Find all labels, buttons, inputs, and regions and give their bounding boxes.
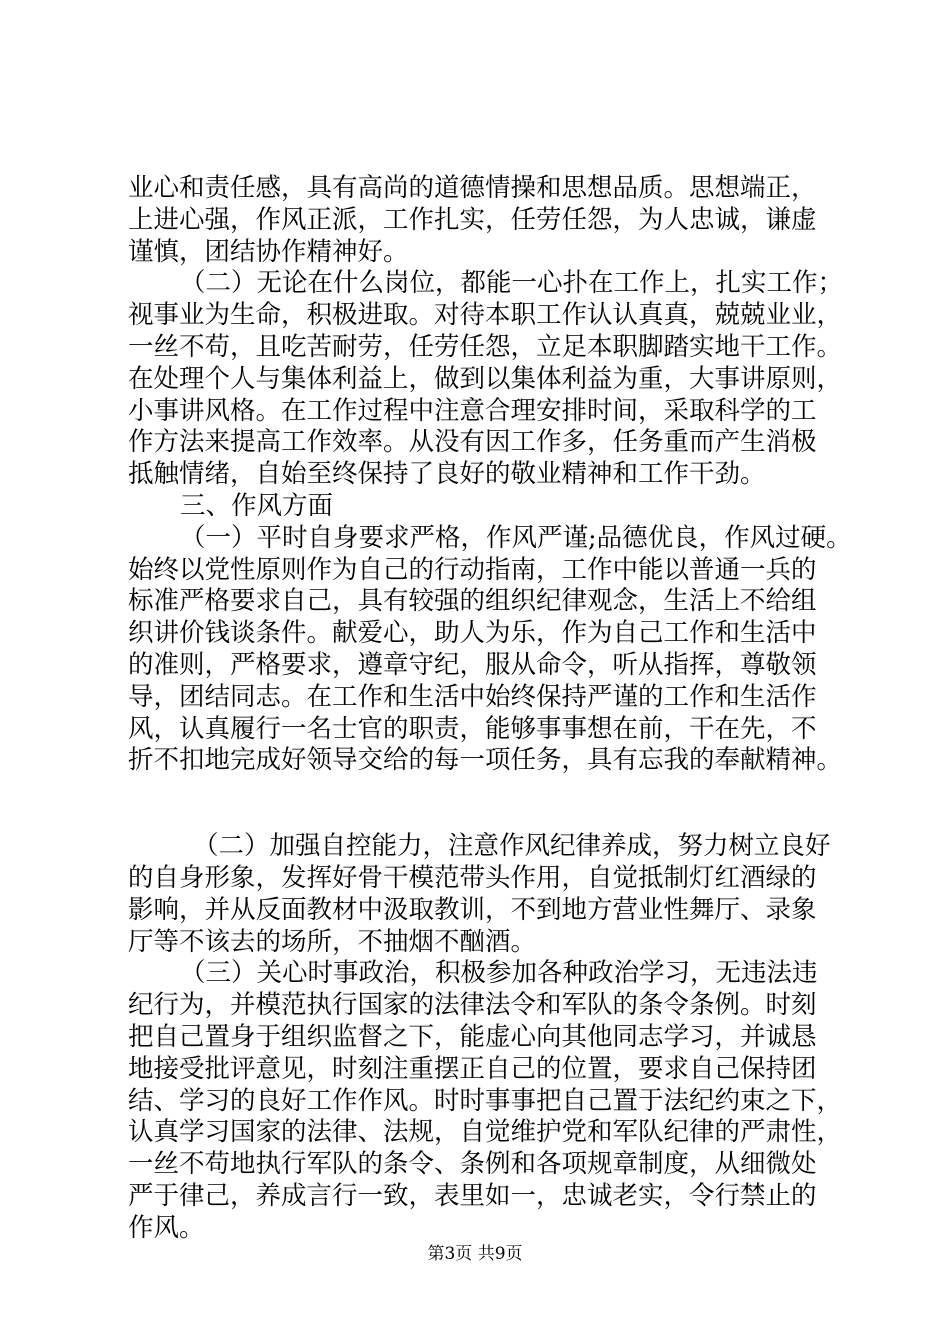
text-line: 视事业为生命，积极进取。对待本职工作认认真真，兢兢业业， — [128, 300, 843, 331]
text-line: 认真学习国家的法律、法规，自觉维护党和军队纪律的严肃性， — [128, 1117, 843, 1148]
text-line: 作风。 — [128, 1212, 205, 1243]
text-line: 把自己置身于组织监督之下，能虚心向其他同志学习，并诚恳 — [128, 1021, 817, 1052]
text-line: 的自身形象，发挥好骨干模范带头作用，自觉抵制灯红酒绿的 — [128, 862, 817, 893]
text-line: 抵触情绪，自始至终保持了良好的敬业精神和工作干劲。 — [128, 459, 766, 490]
text-line: 始终以党性原则作为自己的行动指南，工作中能以普通一兵的 — [128, 554, 817, 585]
text-line: 影响，并从反面教材中汲取教训，不到地方营业性舞厅、录象 — [128, 894, 817, 925]
section-heading: 三、作风方面 — [180, 490, 334, 521]
text-line: 纪行为，并模范执行国家的法律法令和军队的条令条例。时刻 — [128, 990, 817, 1021]
paragraph-start-line: （二）无论在什么岗位，都能一心扑在工作上，扎实工作； — [180, 268, 844, 299]
page-footer: 第3页 共9页 — [427, 1244, 523, 1264]
text-line: 厅等不该去的场所，不抽烟不酗酒。 — [128, 926, 537, 957]
text-line: 严于律己，养成言行一致，表里如一，忠诚老实，令行禁止的 — [128, 1180, 817, 1211]
text-line: 业心和责任感，具有高尚的道德情操和思想品质。思想端正， — [128, 173, 817, 203]
text-line: 折不扣地完成好领导交给的每一项任务，具有忘我的奉献精神。 — [128, 745, 843, 776]
text-line: 作方法来提高工作效率。从没有因工作多，任务重而产生消极 — [128, 427, 817, 458]
paragraph-start-line: （三）关心时事政治，积极参加各种政治学习，无违法违 — [180, 958, 818, 989]
text-line: 的准则，严格要求，遵章守纪，服从命令，听从指挥，尊敬领 — [128, 649, 817, 680]
text-line: 导，团结同志。在工作和生活中始终保持严谨的工作和生活作 — [128, 681, 817, 712]
text-line: 谨慎，团结协作精神好。 — [128, 236, 409, 267]
text-line: 风，认真履行一名士官的职责，能够事事想在前，干在先，不 — [128, 713, 817, 744]
text-line: 小事讲风格。在工作过程中注意合理安排时间，采取科学的工 — [128, 395, 817, 426]
paragraph-start-line: （一）平时自身要求严格，作风严谨;品德优良，作风过硬。 — [180, 522, 852, 553]
text-line: 一丝不苟，且吃苦耐劳，任劳任怨，立足本职脚踏实地干工作。 — [128, 331, 843, 362]
text-line: 结、学习的良好工作作风。时时事事把自己置于法纪约束之下， — [128, 1085, 843, 1116]
paragraph-start-line: （二）加强自控能力，注意作风纪律养成，努力树立良好 — [193, 831, 831, 862]
text-line: 在处理个人与集体利益上，做到以集体利益为重，大事讲原则， — [128, 363, 843, 394]
text-line: 织讲价钱谈条件。献爱心，助人为乐，作为自己工作和生活中 — [128, 618, 817, 649]
document-body — [128, 173, 852, 1245]
text-line: 一丝不苟地执行军队的条令、条例和各项规章制度，从细微处 — [128, 1149, 817, 1180]
text-line: 地接受批评意见，时刻注重摆正自己的位置，要求自己保持团 — [128, 1053, 817, 1084]
text-line: 上进心强，作风正派，工作扎实，任劳任怨，为人忠诚，谦虚 — [128, 204, 817, 235]
paragraph-gap — [128, 777, 828, 831]
text-line: 标准严格要求自己，具有较强的组织纪律观念，生活上不给组 — [128, 586, 817, 617]
